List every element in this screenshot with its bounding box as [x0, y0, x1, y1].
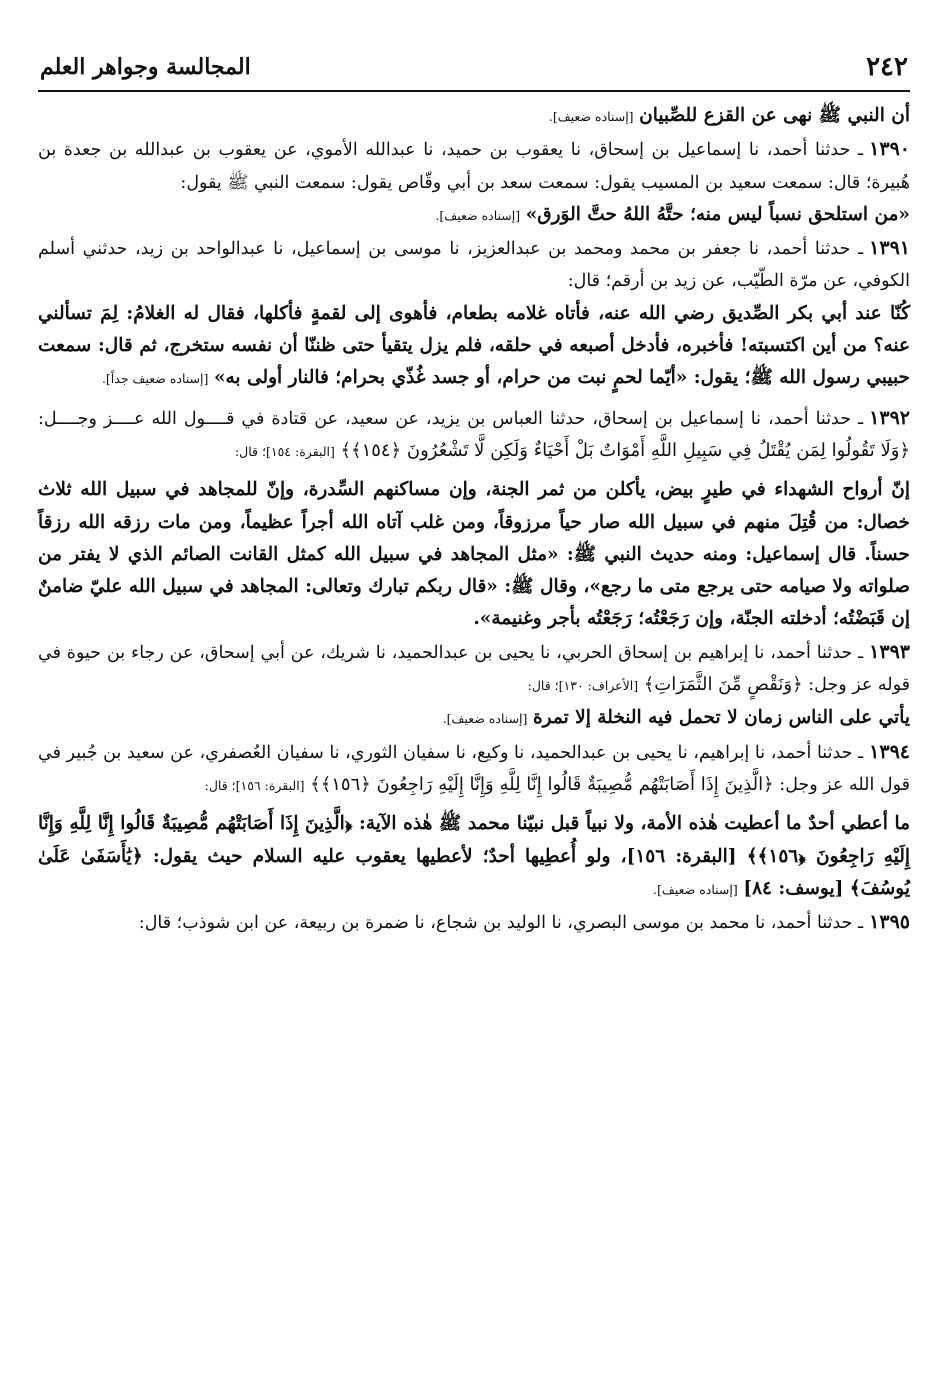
hadith-number: ١٣٩٣	[869, 640, 910, 663]
quran-verse: ﴿الَّذِينَ إِذَا أَصَابَتْهُم مُّصِيبَةٌ قَالُوا إِنَّا لِلَّهِ وَإِنَّا إِلَيْهِ رَاجِعُونَ ﴿١٥٦﴾﴾	[310, 773, 774, 795]
isnad-paragraph: ١٣٩٥ـ حدثنا أحمد، نا محمد بن موسى البصري، نا الوليد بن شجاع، نا ضمرة بن ربيعة، عن ابن شوذب؛ قال:	[138, 911, 910, 934]
hadith-number: ١٣٩٥	[869, 911, 910, 934]
page-header	[38, 50, 910, 92]
verse-reference: [البقرة: ١٥٤]؛ قال:	[234, 443, 335, 459]
hadith-number: ١٣٩١	[869, 237, 910, 260]
hadith-number: ١٣٩٢	[869, 406, 910, 429]
isnad-paragraph: ١٣٩٤ـ حدثنا أحمد، نا إبراهيم، نا يحيى بن عبدالحميد، نا وكيع، نا سفيان الثوري، نا سفيان العُصفري، عن سعيد بن جُبير في قول الله عز وجل: ﴿الَّذِينَ إِذَا أَصَابَتْهُم مُّصِيبَةٌ قَالُوا إِنَّا لِلَّهِ وَإِنَّا إِلَيْهِ رَاجِعُونَ ﴿١٥٦﴾﴾ [البقرة: ١٥٦]؛ قال:	[38, 740, 910, 795]
hadith-text: «من استلحق نسباً ليس منه؛ حتَّهُ اللهُ حتَّ الوَرق» [إسناده ضعيف].	[435, 203, 910, 225]
verse-reference: [البقرة: ١٥٦]؛ قال:	[204, 777, 305, 793]
isnad-paragraph: ١٣٩٣ـ حدثنا أحمد، نا إبراهيم بن إسحاق الحربي، نا يحيى بن عبدالحميد، نا شريك، عن أبي إسحاق، عن رجاء بن حيوة في قوله عز وجل: ﴿وَنَقْصٍ مِّنَ الثَّمَرَاتِ﴾ [الأعراف: ١٣٠]؛ قال:	[38, 640, 910, 696]
grading-note: [إسناده ضعيف].	[653, 881, 738, 897]
hadith-text: كُنّا عند أبي بكر الصِّديق رضي الله عنه، فأتاه غلامه بطعام، فأهوى إلى لقمةٍ فأكلها، فقال له الغلامُ: لِمَ تسألني عنه؟ من أين اكتسبته! فأخبره، فأدخل أصبعه في حلقه، فلم يزل يتقيأ حتى ظننّا أن نفسه ستخرج، ثم قال: سمعت حبيبي رسول الله ﷺ؛ يقول: «أيّما لحمٍ نبت من حرام، أو جسد غُذّي بحرام؛ فالنار أولى به» [إسناده ضعيف جداً].	[38, 302, 910, 389]
grading-note: [إسناده ضعيف جداً].	[101, 371, 209, 387]
verse-reference: [الأعراف: ١٣٠]؛ قال:	[527, 678, 639, 694]
hadith-text: يأتي على الناس زمان لا تحمل فيه النخلة إلا تمرة [إسناده ضعيف].	[442, 707, 910, 729]
page-number: ٢٤٢	[866, 52, 908, 82]
page-body	[38, 100, 910, 939]
hadith-text: ما أعطي أحدٌ ما أعطيت هٰذه الأمة، ولا نبياً قبل نبيّنا محمد ﷺ هٰذه الآية: ﴿الَّذِينَ إِذَا أَصَابَتْهُم مُّصِيبَةٌ قَالُوا إِنَّا لِلَّهِ وَإِنَّا إِلَيْهِ رَاجِعُونَ ﴿١٥٦﴾﴾ [البقرة: ١٥٦]، ولو أُعطِيها أحدٌ؛ لأعطيها يعقوب عليه السلام حيث يقول: ﴿يَٰأَسَفَىٰ عَلَىٰ يُوسُفَ﴾ [يوسف: ٨٤] [إسناده ضعيف].	[38, 813, 911, 899]
grading-note: [إسناده ضعيف].	[442, 711, 528, 727]
hadith-number: ١٣٩٠	[869, 138, 910, 161]
isnad-paragraph: ١٣٩٠ـ حدثنا أحمد، نا إسماعيل بن إسحاق، نا يعقوب بن حميد، نا عبدالله الأموي، عن يعقوب بن عبدالله بن جعدة بن هُبيرة؛ قال: سمعت سعيد بن المسيب يقول: سمعت سعد بن أبي وقّاص يقول: سمعت النبي ﷺ يقول:	[38, 138, 910, 193]
isnad-paragraph: ١٣٩١ـ حدثنا أحمد، نا جعفر بن محمد ومحمد بن عبدالعزيز، نا موسى بن إسماعيل، نا عبدالواحد بن زيد، حدثني أسلم الكوفي، عن مرّة الطّيّب، عن زيد بن أرقم؛ قال:	[38, 237, 910, 292]
book-page	[38, 50, 910, 939]
grading-note: [إسناده ضعيف].	[548, 109, 634, 124]
quran-verse: ﴿وَنَقْصٍ مِّنَ الثَّمَرَاتِ﴾	[643, 674, 803, 696]
quran-verse: ﴿وَلَا تَقُولُوا لِمَن يُقْتَلُ فِي سَبِيلِ اللَّهِ أَمْوَاتٌ بَلْ أَحْيَاءٌ وَلَكِن لَّا تَشْعُرُونَ ﴿١٥٤﴾﴾	[340, 439, 910, 461]
hadith-text: أن النبي ﷺ نهى عن القزع للصِّبيان [إسناده ضعيف].	[548, 105, 910, 126]
book-title: المجالسة وجواهر العلم	[40, 54, 251, 80]
isnad-paragraph: ١٣٩٢ـ حدثنا أحمد، نا إسماعيل بن إسحاق، حدثنا العباس بن يزيد، عن سعيد، عن قتادة في قــــول الله عــــز وجــــل: ﴿وَلَا تَقُولُوا لِمَن يُقْتَلُ فِي سَبِيلِ اللَّهِ أَمْوَاتٌ بَلْ أَحْيَاءٌ وَلَكِن لَّا تَشْعُرُونَ ﴿١٥٤﴾﴾ [البقرة: ١٥٤]؛ قال:	[38, 406, 910, 461]
hadith-number: ١٣٩٤	[869, 740, 910, 763]
hadith-text: إنّ أرواح الشهداء في طيرٍ بيض، يأكلن من ثمر الجنة، وإن مساكنهم السِّدرة، وإنّ للمجاهد في سبيل الله ثلاث خصال: من قُتِلَ منهم في سبيل الله صار حياً مرزوقاً، ومن غلب آتاه الله أجراً عظيماً، ومن مات رزقه الله رزقاً حسناً. قال إسماعيل: ومنه حديث النبي ﷺ: «مثل المجاهد في سبيل الله كمثل القانت الصائم الذي لا يفتر من صلواته ولا صيامه حتى يرجع متى ما رجع»، وقال ﷺ: «قال ربكم تبارك وتعالى: المجاهد في سبيل الله عليّ ضامنٌ إن قَبَضْتُه؛ أدخلته الجنّة، وإن رَجَعْتُه؛ رَجَعْتُه بأجر وغنيمة».	[38, 479, 910, 630]
grading-note: [إسناده ضعيف].	[435, 207, 521, 223]
